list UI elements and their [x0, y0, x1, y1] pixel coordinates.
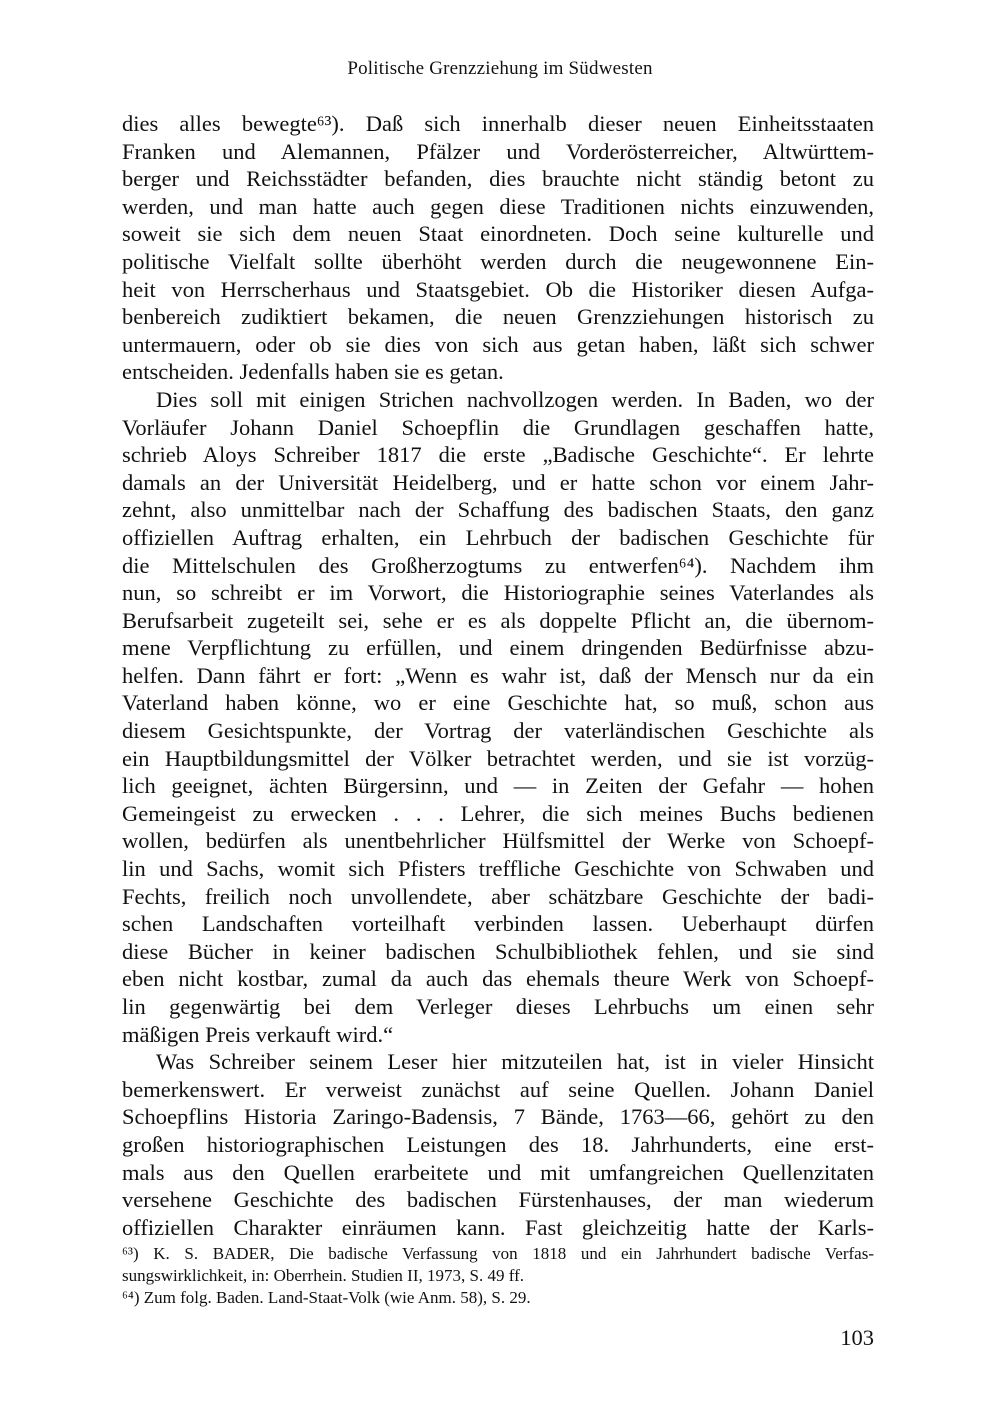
text-line: helfen. Dann fährt er fort: „Wenn es wahr ist, daß der Mensch nur da ein: [122, 662, 874, 688]
text-line: Was Schreiber seinem Leser hier mitzuteilen hat, ist in vieler Hinsicht: [156, 1049, 874, 1075]
text-line: mals aus den Quellen erarbeitete und mit umfangreichen Quellenzitaten: [122, 1159, 874, 1185]
text-line: offiziellen Charakter einräumen kann. Fast gleichzeitig hatte der Karls-: [122, 1214, 874, 1240]
text-line: bemerkenswert. Er verweist zunächst auf seine Quellen. Johann Daniel: [122, 1076, 874, 1102]
body-text: [122, 110, 874, 1241]
text-line: Vaterland haben könne, wo er eine Geschichte hat, so muß, schon aus: [122, 690, 874, 716]
text-line: zehnt, also unmittelbar nach der Schaffung des badischen Staats, den ganz: [122, 497, 874, 523]
text-line: soweit sie sich dem neuen Staat einordneten. Doch seine kulturelle und: [122, 221, 874, 247]
text-line: Vorläufer Johann Daniel Schoepflin die Grundlagen geschaffen hatte,: [122, 414, 874, 440]
text-line: lich geeignet, ächten Bürgersinn, und — in Zeiten der Gefahr — hohen: [122, 773, 874, 799]
footnote-line: ⁶⁴) Zum folg. Baden. Land-Staat-Volk (wie Anm. 58), S. 29.: [122, 1288, 531, 1307]
page-number: 103: [840, 1325, 874, 1350]
text-line: schen Landschaften vorteilhaft verbinden lassen. Ueberhaupt dürfen: [122, 911, 874, 937]
text-line: mene Verpflichtung zu erfüllen, und einem dringenden Bedürfnisse abzu-: [122, 635, 874, 661]
text-line: großen historiographischen Leistungen des 18. Jahrhunderts, eine erst-: [122, 1131, 874, 1157]
text-line: Dies soll mit einigen Strichen nachvollzogen werden. In Baden, wo der: [156, 386, 874, 412]
running-header: Politische Grenzziehung im Südwesten: [347, 58, 653, 79]
footnote-line: sungswirklichkeit, in: Oberrhein. Studien II, 1973, S. 49 ff.: [122, 1266, 524, 1285]
text-line: heit von Herrscherhaus und Staatsgebiet. Ob die Historiker diesen Aufga-: [122, 276, 874, 302]
text-line: untermauern, oder ob sie dies von sich aus getan haben, läßt sich schwer: [122, 331, 874, 357]
text-line: benbereich zudiktiert bekamen, die neuen Grenzziehungen historisch zu: [122, 304, 874, 330]
text-line: lin und Sachs, womit sich Pfisters treffliche Geschichte von Schwaben und: [122, 856, 874, 882]
text-line: eben nicht kostbar, zumal da auch das ehemals theure Werk von Schoepf-: [122, 966, 874, 992]
text-line: versehene Geschichte des badischen Fürstenhauses, der man wiederum: [122, 1187, 874, 1213]
text-line: Gemeingeist zu erwecken . . . Lehrer, die sich meines Buchs bedienen: [122, 800, 874, 826]
text-line: Berufsarbeit zugeteilt sei, sehe er es als doppelte Pflicht an, die übernom-: [122, 607, 874, 633]
text-line: politische Vielfalt sollte überhöht werden durch die neugewonnene Ein-: [122, 248, 874, 274]
text-line: nun, so schreibt er im Vorwort, die Historiographie seines Vaterlandes als: [122, 580, 874, 606]
text-line: dies alles bewegte⁶³). Daß sich innerhalb dieser neuen Einheitsstaaten: [122, 111, 874, 136]
text-line: wollen, bedürfen als unentbehrlicher Hülfsmittel der Werke von Schoepf-: [122, 828, 874, 854]
text-line: ein Hauptbildungsmittel der Völker betrachtet werden, und sie ist vorzüg-: [122, 745, 874, 771]
footnote-line: ⁶³) K. S. BADER, Die badische Verfassung von 1818 und ein Jahrhundert badische Verfas-: [122, 1244, 874, 1263]
text-line: mäßigen Preis verkauft wird.“: [122, 1021, 394, 1047]
text-line: berger und Reichsstädter befanden, dies brauchte nicht ständig betont zu: [122, 166, 874, 192]
text-line: entscheiden. Jedenfalls haben sie es getan.: [122, 359, 504, 385]
footnotes: [122, 1243, 874, 1309]
text-line: Franken und Alemannen, Pfälzer und Vorderösterreicher, Altwürttem-: [122, 138, 874, 164]
text-line: damals an der Universität Heidelberg, und er hatte schon vor einem Jahr-: [122, 469, 874, 495]
text-line: diesem Gesichtspunkte, der Vortrag der vaterländischen Geschichte als: [122, 718, 874, 744]
text-line: werden, und man hatte auch gegen diese Traditionen nichts einzuwenden,: [122, 193, 874, 219]
text-line: offiziellen Auftrag erhalten, ein Lehrbuch der badischen Geschichte für: [122, 524, 874, 550]
text-line: schrieb Aloys Schreiber 1817 die erste „Badische Geschichte“. Er lehrte: [122, 442, 874, 468]
text-line: diese Bücher in keiner badischen Schulbibliothek fehlen, und sie sind: [122, 938, 874, 964]
text-line: die Mittelschulen des Großherzogtums zu entwerfen⁶⁴). Nachdem ihm: [122, 552, 874, 578]
text-line: Fechts, freilich noch unvollendete, aber schätzbare Geschichte der badi-: [122, 883, 874, 909]
text-line: lin gegenwärtig bei dem Verleger dieses Lehrbuchs um einen sehr: [122, 994, 874, 1019]
text-line: Schoepflins Historia Zaringo-Badensis, 7 Bände, 1763—66, gehört zu den: [122, 1104, 874, 1130]
